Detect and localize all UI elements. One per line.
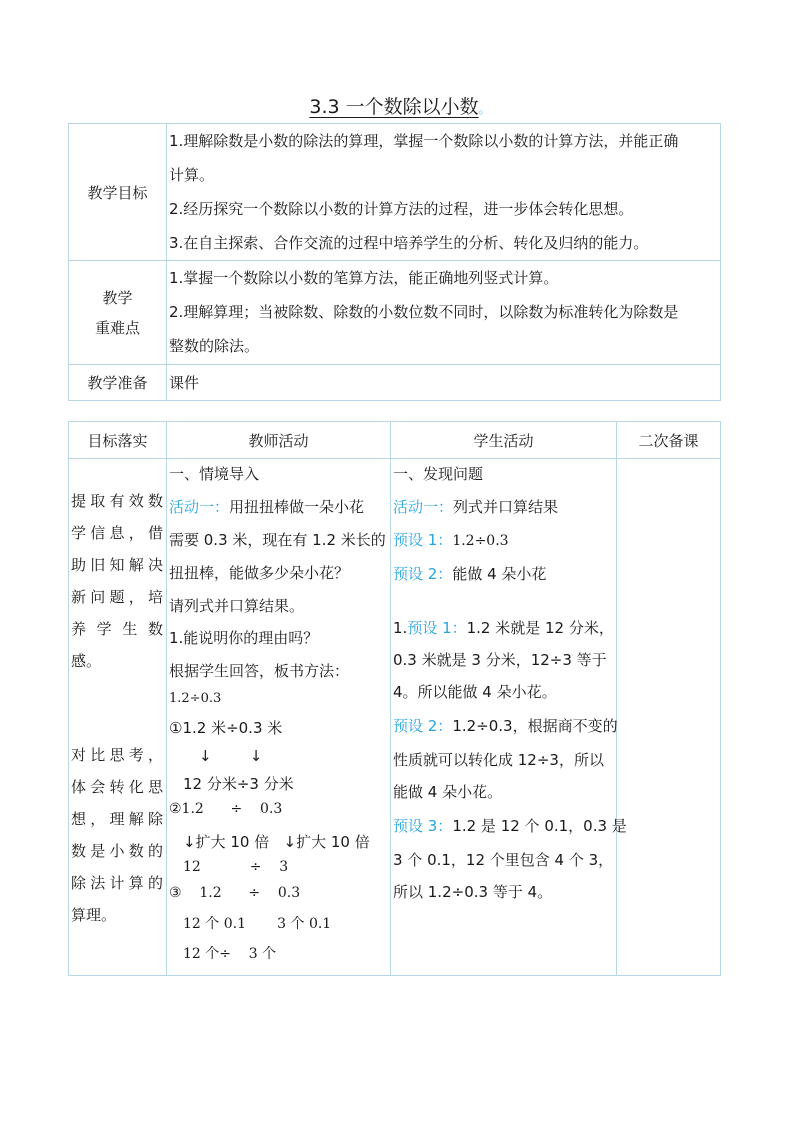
goals-line: 3.在自主探索、合作交流的过程中培养学生的分析、转化及归纳的能力。 — [169, 234, 649, 252]
student-line: 所以 1.2÷0.3 等于 4。 — [393, 883, 553, 901]
teacher-line: 1.能说明你的理由吗？ — [169, 629, 319, 647]
preset-1 — [393, 529, 509, 550]
teacher-line: 需要 0.3 米，现在有 1.2 米长的 — [169, 531, 386, 549]
student-line: 4。所以能做 4 朵小花。 — [393, 683, 557, 701]
header-notes: 二次备课 — [617, 422, 721, 459]
notes-column — [617, 459, 721, 976]
student-line: 0.3 米就是 3 分米，12÷3 等于 — [393, 651, 607, 669]
teacher-column — [167, 459, 391, 976]
goals-label: 教学目标 — [69, 124, 167, 261]
header-goal: 目标落实 — [69, 422, 167, 459]
goal-line: 新问题，培 — [71, 588, 163, 606]
goal-line: 对比思考， — [71, 746, 163, 764]
teacher-line: 12 分米÷3 分米 — [183, 775, 294, 793]
preset-label: 预设 2： — [393, 565, 453, 583]
title-mark: 。 — [478, 102, 491, 116]
teacher-line: ①1.2 米÷0.3 米 — [169, 719, 283, 737]
plan-table — [68, 421, 721, 976]
goal-line: 数是小数的 — [71, 842, 163, 860]
preset-label: 预设 1： — [393, 531, 453, 549]
key-line: 1.掌握一个数除以小数的笔算方法，能正确地列竖式计算。 — [169, 269, 559, 287]
student-line: 能做 4 朵小花。 — [393, 783, 503, 801]
reason-text: 1.2 是 12 个 0.1，0.3 是 — [452, 817, 627, 835]
teacher-line: ↓扩大 10 倍 ↓扩大 10 倍 — [183, 833, 370, 851]
goals-content — [167, 124, 721, 261]
page-title — [0, 92, 800, 119]
teacher-activity — [169, 496, 364, 517]
teacher-line: 1.2÷0.3 — [169, 691, 222, 706]
preset-2 — [393, 563, 546, 584]
student-activity — [393, 496, 558, 517]
student-line: 性质就可以转化成 12÷3，所以 — [393, 751, 604, 769]
goal-line: 养学生数 — [71, 620, 163, 638]
goal-line: 助旧知解决 — [71, 556, 163, 574]
reason-3 — [393, 815, 627, 836]
student-section: 一、发现问题 — [393, 465, 484, 483]
goal-line: 想，理解除 — [71, 810, 163, 828]
activity-label: 活动一： — [169, 498, 230, 516]
teacher-arrows: ↓ ↓ — [199, 747, 263, 765]
goal-line: 学信息，借 — [71, 524, 163, 542]
activity-label: 活动一： — [393, 498, 454, 516]
activity-text: 列式并口算结果 — [453, 498, 559, 516]
goals-line: 1.理解除数是小数的除法的算理，掌握一个数除以小数的计算方法，并能正确 — [169, 132, 679, 150]
teacher-line: 扭扭棒，能做多少朵小花？ — [169, 564, 350, 582]
title-text: 3.3 一个数除以小数 — [309, 96, 479, 118]
activity-text: 用扭扭棒做一朵小花 — [229, 498, 365, 516]
info-table — [68, 123, 721, 401]
key-line: 整数的除法。 — [169, 337, 260, 355]
goal-b — [71, 739, 163, 931]
goal-line: 感。 — [71, 652, 102, 670]
goal-a — [71, 485, 163, 677]
student-column — [391, 459, 627, 976]
teacher-section: 一、情境导入 — [169, 465, 260, 483]
goal-column — [69, 459, 167, 976]
goal-line: 算理。 — [71, 906, 117, 924]
reason-1 — [393, 617, 614, 638]
reason-text: 1.2÷0.3，根据商不变的 — [452, 717, 618, 735]
reason-prefix: 1. — [393, 619, 408, 637]
student-line: 3 个 0.1，12 个里包含 4 个 3， — [393, 851, 614, 869]
preset-label: 预设 1： — [407, 619, 467, 637]
prep-label: 教学准备 — [69, 365, 167, 401]
header-student: 学生活动 — [391, 422, 617, 459]
key-label-line: 教学 — [102, 288, 133, 307]
header-teacher: 教师活动 — [167, 422, 391, 459]
goal-line: 除法计算的 — [71, 874, 163, 892]
preset-label: 预设 3： — [393, 817, 453, 835]
key-label-line: 重难点 — [94, 318, 140, 337]
teacher-line: 根据学生回答，板书方法： — [169, 662, 350, 680]
teacher-line: 12 个÷ 3 个 — [183, 946, 277, 962]
goals-line: 2.经历探究一个数除以小数的计算方法的过程，进一步体会转化思想。 — [169, 200, 634, 218]
reason-2 — [393, 715, 618, 736]
goals-line: 计算。 — [169, 166, 215, 184]
reason-text: 1.2 米就是 12 分米， — [466, 619, 614, 637]
preset-text: 能做 4 朵小花 — [452, 565, 547, 583]
teacher-line: 12 ÷ 3 — [183, 859, 289, 875]
key-line: 2.理解算理；当被除数、除数的小数位数不同时，以除数为标准转化为除数是 — [169, 303, 679, 321]
teacher-line: 请列式并口算结果。 — [169, 597, 305, 615]
prep-value: 课件 — [167, 365, 721, 401]
preset-label: 预设 2： — [393, 717, 453, 735]
teacher-line: ③ 1.2 ÷ 0.3 — [169, 885, 301, 901]
goal-line: 提取有效数 — [71, 492, 163, 510]
key-content — [167, 261, 721, 365]
goal-line: 体会转化思 — [71, 778, 163, 796]
preset-text: 1.2÷0.3 — [452, 533, 509, 549]
teacher-line: ②1.2 ÷ 0.3 — [169, 801, 283, 817]
key-label — [69, 261, 167, 365]
teacher-line: 12 个 0.1 3 个 0.1 — [183, 916, 332, 932]
